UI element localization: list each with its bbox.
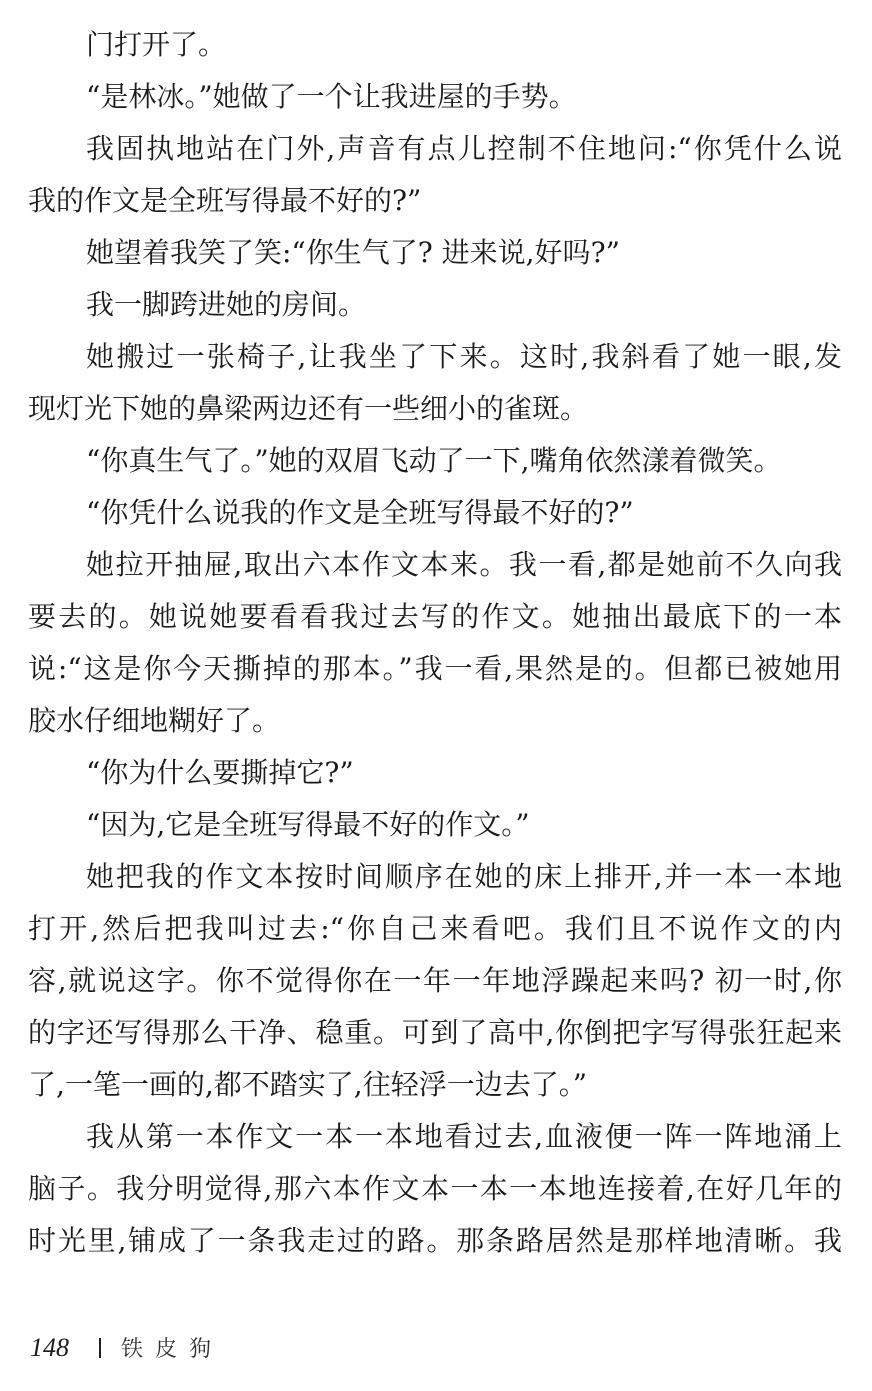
text-line: 她拉开抽屉,取出六本作文本来。我一看,都是她前不久向我	[86, 548, 842, 581]
text-line: 我从第一本作文一本一本地看过去,血液便一阵一阵地涌上	[86, 1120, 842, 1153]
text-line: 我固执地站在门外,声音有点儿控制不住地问:“你凭什么说	[86, 132, 842, 165]
text-line: 门打开了。	[86, 28, 227, 61]
text-line: 现灯光下她的鼻梁两边还有一些细小的雀斑。	[28, 392, 589, 425]
text-line: 容,就说这字。你不觉得你在一年一年地浮躁起来吗? 初一时,你	[28, 964, 842, 997]
text-line: 我的作文是全班写得最不好的?”	[28, 184, 422, 217]
text-line: 时光里,铺成了一条我走过的路。那条路居然是那样地清晰。我	[28, 1224, 842, 1257]
text-line: “是林冰。”她做了一个让我进屋的手势。	[86, 80, 577, 113]
text-line: 我一脚跨进她的房间。	[86, 288, 367, 321]
text-line: 打开,然后把我叫过去:“你自己来看吧。我们且不说作文的内	[28, 912, 842, 945]
page-footer	[30, 1332, 223, 1363]
text-line: 了,一笔一画的,都不踏实了,往轻浮一边去了。”	[28, 1068, 588, 1101]
text-line: 她望着我笑了笑:“你生气了? 进来说,好吗?”	[86, 236, 620, 269]
footer-divider	[99, 1338, 101, 1358]
text-line: 说:“这是你今天撕掉的那本。”我一看,果然是的。但都已被她用	[28, 652, 842, 685]
text-line: “你凭什么说我的作文是全班写得最不好的?”	[86, 496, 634, 529]
text-line: 她搬过一张椅子,让我坐了下来。这时,我斜看了她一眼,发	[86, 340, 842, 373]
page-number: 148	[30, 1332, 69, 1362]
text-line: 她把我的作文本按时间顺序在她的床上排开,并一本一本地	[86, 860, 842, 893]
body-text	[28, 24, 842, 1272]
text-line: 的字还写得那么干净、稳重。可到了高中,你倒把字写得张狂起来	[28, 1016, 842, 1049]
text-line: 要去的。她说她要看看我过去写的作文。她抽出最底下的一本	[28, 600, 842, 633]
text-line: “你为什么要撕掉它?”	[86, 756, 354, 789]
text-line: 脑子。我分明觉得,那六本作文本一本一本地连接着,在好几年的	[28, 1172, 842, 1205]
text-line: “你真生气了。”她的双眉飞动了一下,嘴角依然漾着微笑。	[86, 444, 782, 477]
text-line: “因为,它是全班写得最不好的作文。”	[86, 808, 530, 841]
text-line: 胶水仔细地糊好了。	[28, 704, 281, 737]
book-title: 铁皮狗	[121, 1337, 224, 1362]
